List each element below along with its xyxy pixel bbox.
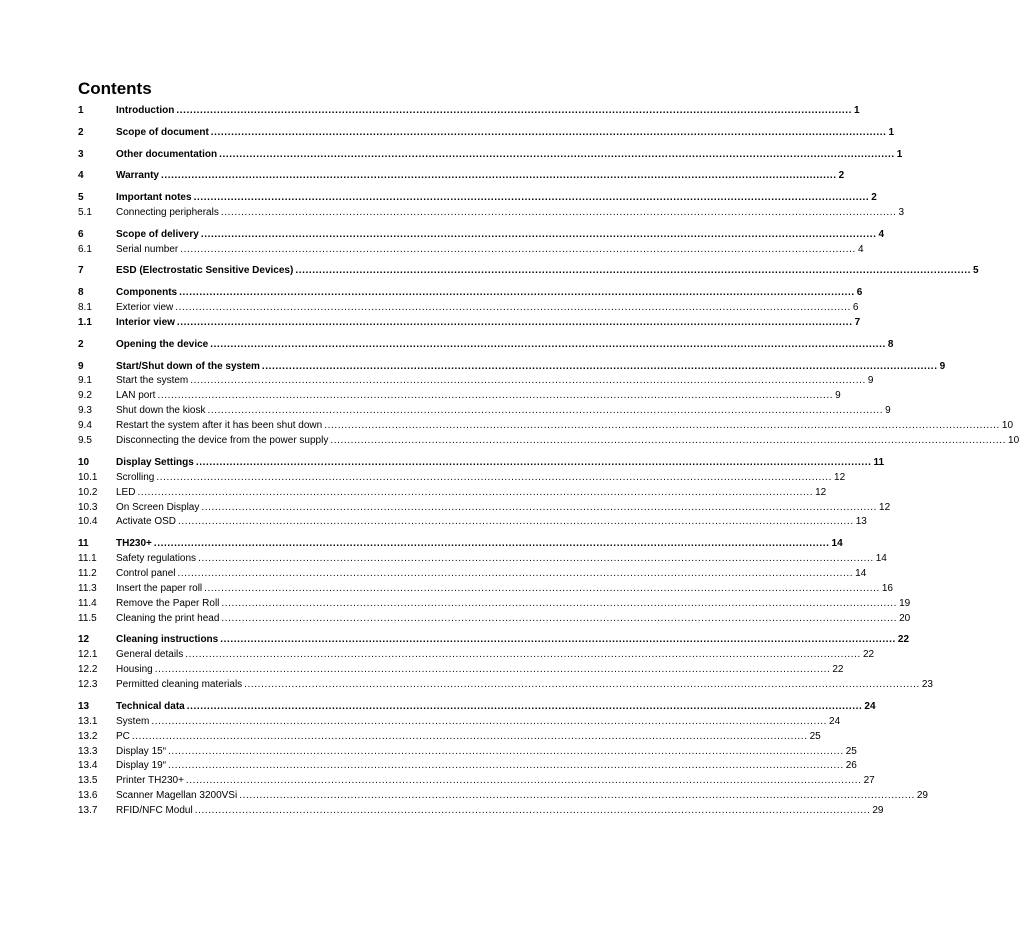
toc-entry[interactable]: [78, 648, 875, 663]
toc-entry[interactable]: [78, 264, 979, 279]
toc-leader-dots: ........................................................................................................................................................................................................: [220, 207, 897, 219]
toc-entry-page: 1: [854, 105, 860, 116]
toc-entry-page: 20: [899, 612, 911, 624]
toc-entry[interactable]: [78, 148, 903, 163]
toc-leader-dots: ........................................................................................................................................................................................................: [198, 553, 874, 565]
toc-entry-page: 14: [875, 553, 887, 565]
toc-entry[interactable]: [78, 567, 867, 582]
toc-leader-dots: ........................................................................................................................................................................................................: [295, 265, 971, 277]
toc-entry-number: 9: [78, 360, 84, 372]
toc-entry[interactable]: [78, 789, 928, 804]
toc-leader-dots: ........................................................................................................................................................................................................: [157, 390, 834, 402]
toc-entry[interactable]: [78, 191, 877, 206]
toc-entry-title: RFID/NFC Modul: [116, 805, 193, 817]
toc-entry-title: Exterior view: [116, 302, 174, 314]
toc-entry-title: LAN port: [116, 390, 156, 402]
toc-entry-page: 3: [898, 207, 905, 219]
toc-entry-number: 12: [78, 634, 90, 646]
toc-entry-number: 13.4: [78, 760, 98, 772]
toc-entry-page: 29: [872, 805, 884, 817]
toc-entry-page: 22: [897, 634, 910, 646]
toc-entry-number: 11.4: [78, 597, 97, 609]
toc-leader-dots: ........................................................................................................................................................................................................: [190, 375, 866, 387]
toc-entry-page: 9: [867, 375, 874, 387]
toc-entry-number: 13.1: [78, 715, 98, 727]
toc-entry-page: 16: [881, 582, 893, 594]
toc-entry-page: 9: [885, 405, 891, 417]
toc-entry-number: 11.3: [78, 582, 97, 594]
toc-entry[interactable]: [78, 169, 845, 184]
toc-entry-title: Start/Shut down of the system: [116, 360, 260, 372]
toc-leader-dots: ........................................................................................................................................................................................................: [168, 760, 844, 772]
toc-entry-page: 22: [832, 664, 844, 676]
toc-leader-dots: ........................................................................................................................................................................................................: [201, 501, 878, 513]
toc-entry-page: 4: [857, 243, 864, 255]
toc-entry[interactable]: [78, 456, 885, 471]
toc-entry-number: 5.1: [78, 207, 92, 219]
toc-entry-title: Opening the device: [116, 338, 209, 350]
toc-leader-dots: ........................................................................................................................................................................................................: [175, 302, 851, 314]
toc-entry-number: 10.3: [78, 501, 98, 513]
toc-entry[interactable]: [78, 104, 860, 119]
toc-entry-title: Connecting peripherals: [116, 207, 219, 219]
toc-entry-title: Scrolling: [116, 471, 155, 483]
toc-entry[interactable]: [78, 515, 867, 530]
toc-leader-dots: ........................................................................................................................................................................................................: [210, 338, 886, 350]
toc-entry[interactable]: [78, 804, 884, 819]
toc-entry-page: 12: [879, 501, 891, 513]
toc-entry[interactable]: [78, 419, 1014, 434]
toc-leader-dots: ........................................................................................................................................................................................................: [180, 243, 856, 255]
toc-leader-dots: ........................................................................................................................................................................................................: [193, 192, 870, 204]
toc-entry-page: 19: [899, 597, 911, 609]
toc-entry-number: 1.1: [78, 317, 92, 329]
toc-entry-title: Interior view: [116, 317, 175, 329]
toc-entry-title: ESD (Electrostatic Sensitive Devices): [116, 265, 294, 277]
toc-entry-page: 2: [871, 192, 877, 204]
toc-entry[interactable]: [78, 126, 895, 141]
toc-entry-number: 10.4: [78, 516, 98, 528]
toc-entry-number: 12.3: [78, 679, 98, 691]
toc-entry-page: 8: [887, 338, 894, 350]
toc-entry-title: TH230+: [116, 538, 152, 550]
toc-entry-page: 2: [838, 170, 845, 182]
toc-entry[interactable]: [78, 745, 857, 760]
toc-entry-title: General details: [116, 649, 184, 661]
toc-leader-dots: ........................................................................................................................................................................................................: [185, 649, 861, 661]
toc-leader-dots: ........................................................................................................................................................................................................: [221, 612, 898, 624]
toc-entry-page: 1: [888, 126, 895, 138]
toc-entry-title: Control panel: [116, 567, 176, 579]
toc-entry-number: 7: [78, 265, 84, 277]
toc-leader-dots: ........................................................................................................................................................................................................: [219, 148, 895, 160]
toc-entry-title: Important notes: [116, 192, 192, 204]
toc-entry-title: Insert the paper roll: [116, 582, 203, 594]
toc-leader-dots: ........................................................................................................................................................................................................: [177, 567, 854, 579]
toc-entry-page: 4: [878, 228, 885, 240]
toc-entry-title: Cleaning instructions: [116, 634, 219, 646]
toc-entry-title: Serial number: [116, 243, 179, 255]
toc-entry-number: 4: [78, 170, 84, 182]
toc-leader-dots: ........................................................................................................................................................................................................: [151, 715, 828, 727]
toc-entry[interactable]: [78, 663, 844, 678]
toc-leader-dots: ........................................................................................................................................................................................................: [195, 456, 872, 468]
toc-entry[interactable]: [78, 338, 894, 353]
toc-entry-title: Cleaning the print head: [116, 612, 220, 624]
toc-leader-dots: ........................................................................................................................................................................................................: [153, 538, 830, 550]
toc-entry-page: 29: [916, 790, 928, 802]
toc-entry-title: Scope of delivery: [116, 228, 199, 240]
toc-entry[interactable]: [78, 316, 861, 331]
toc-leader-dots: ........................................................................................................................................................................................................: [168, 745, 844, 757]
toc-entry-title: Warranty: [116, 170, 159, 182]
toc-entry-page: 5: [972, 265, 979, 277]
toc-entry[interactable]: [78, 715, 841, 730]
toc-leader-dots: ........................................................................................................................................................................................................: [185, 775, 862, 787]
toc-entry-title: Printer TH230+: [116, 775, 184, 787]
toc-entry-title: Start the system: [116, 375, 189, 387]
toc-entry-number: 8: [78, 287, 84, 299]
toc-entry[interactable]: [78, 759, 857, 774]
toc-leader-dots: ........................................................................................................................................................................................................: [137, 486, 814, 498]
toc-entry-title: Other documentation: [116, 148, 218, 160]
toc-leader-dots: ........................................................................................................................................................................................................: [154, 664, 831, 676]
toc-entry-number: 10.1: [78, 471, 98, 483]
toc-entry[interactable]: [78, 552, 887, 567]
toc-leader-dots: ........................................................................................................................................................................................................: [210, 126, 887, 138]
toc-entry[interactable]: [78, 700, 876, 715]
toc-entry-page: 1: [896, 148, 903, 160]
toc-entry-page: 22: [862, 649, 875, 661]
toc-entry-number: 12.2: [78, 664, 98, 676]
toc-leader-dots: ........................................................................................................................................................................................................: [204, 582, 880, 594]
toc-entry-number: 1: [78, 105, 84, 116]
toc-entry[interactable]: [78, 389, 841, 404]
toc-entry-page: 27: [863, 775, 875, 787]
toc-leader-dots: ........................................................................................................................................................................................................: [330, 435, 1007, 447]
toc-entry-title: On Screen Display: [116, 501, 200, 513]
toc-entry-number: 6.1: [78, 243, 92, 255]
toc-entry-title: Safety regulations: [116, 553, 197, 565]
toc-entry[interactable]: [78, 678, 933, 693]
toc-entry-number: 8.1: [78, 302, 92, 314]
toc-entry[interactable]: [78, 486, 827, 501]
toc-entry[interactable]: [78, 633, 910, 648]
toc-leader-dots: ........................................................................................................................................................................................................: [207, 405, 884, 417]
toc-entry-page: 14: [831, 538, 843, 550]
toc-entry[interactable]: [78, 360, 946, 375]
toc-entry-title: Activate OSD: [116, 516, 177, 528]
toc-leader-dots: ........................................................................................................................................................................................................: [261, 360, 938, 372]
toc-entry-number: 11: [78, 538, 89, 550]
toc-entry-number: 13.3: [78, 745, 98, 757]
toc-entry-title: Components: [116, 287, 178, 299]
toc-entry-number: 2: [78, 338, 84, 350]
toc-entry-number: 11.1: [78, 553, 97, 565]
toc-entry-number: 13.2: [78, 730, 98, 742]
toc-leader-dots: ........................................................................................................................................................................................................: [176, 105, 852, 116]
toc-leader-dots: ........................................................................................................................................................................................................: [194, 805, 871, 817]
toc-leader-dots: ........................................................................................................................................................................................................: [324, 420, 1000, 432]
toc-entry-page: 12: [834, 471, 846, 483]
page-title: Contents: [78, 79, 152, 98]
toc-entry-title: Disconnecting the device from the power supply: [116, 435, 329, 447]
toc-entry-number: 9.2: [78, 390, 92, 402]
toc-leader-dots: ........................................................................................................................................................................................................: [221, 597, 898, 609]
toc-entry[interactable]: [78, 286, 863, 301]
toc-entry-page: 9: [939, 360, 946, 372]
toc-entry-page: 10: [1008, 435, 1019, 447]
toc-entry-number: 5: [78, 192, 84, 204]
toc-entry-page: 26: [845, 760, 857, 772]
toc-entry[interactable]: [78, 243, 864, 258]
toc-leader-dots: ........................................................................................................................................................................................................: [186, 700, 863, 712]
toc-leader-dots: ........................................................................................................................................................................................................: [131, 730, 808, 742]
toc-entry-title: Introduction: [116, 105, 175, 116]
toc-entry[interactable]: [78, 582, 893, 597]
toc-entry-title: LED: [116, 486, 136, 498]
toc-entry-title: Display Settings: [116, 456, 194, 468]
toc-entry[interactable]: [78, 206, 905, 221]
toc-entry-number: 12.1: [78, 649, 98, 661]
toc-leader-dots: ........................................................................................................................................................................................................: [200, 228, 877, 240]
toc-entry-number: 9.5: [78, 435, 92, 447]
toc-entry[interactable]: [78, 612, 911, 627]
toc-entry-number: 6: [78, 228, 84, 240]
toc-entry-number: 10.2: [78, 486, 98, 498]
toc-entry[interactable]: [78, 597, 911, 612]
toc-leader-dots: ........................................................................................................................................................................................................: [239, 790, 915, 802]
toc-entry-page: 13: [855, 516, 867, 528]
toc-entry[interactable]: [78, 434, 1019, 449]
toc-entry[interactable]: [78, 501, 891, 516]
toc-entry-page: 11: [873, 456, 885, 468]
toc-entry-page: 24: [829, 715, 841, 727]
toc-entry-title: Remove the Paper Roll: [116, 597, 220, 609]
table-of-contents: [78, 104, 1019, 819]
toc-entry-number: 13.5: [78, 775, 98, 787]
toc-leader-dots: ........................................................................................................................................................................................................: [160, 170, 837, 182]
toc-entry-title: Shut down the kiosk: [116, 405, 206, 417]
toc-leader-dots: ........................................................................................................................................................................................................: [176, 317, 853, 329]
toc-entry-title: Display 19“: [116, 760, 167, 772]
toc-entry[interactable]: [78, 774, 875, 789]
toc-entry-page: 6: [852, 302, 859, 314]
toc-leader-dots: ........................................................................................................................................................................................................: [156, 471, 833, 483]
toc-entry-title: Restart the system after it has been shut down: [116, 420, 323, 432]
toc-entry-page: 7: [854, 317, 861, 329]
toc-entry-title: System: [116, 715, 150, 727]
toc-leader-dots: ........................................................................................................................................................................................................: [244, 679, 920, 691]
toc-entry[interactable]: [78, 374, 874, 389]
toc-entry-page: 24: [864, 700, 876, 712]
toc-entry[interactable]: [78, 537, 843, 552]
toc-leader-dots: ........................................................................................................................................................................................................: [179, 287, 855, 299]
toc-entry-title: Display 15“: [116, 745, 167, 757]
toc-entry-page: 23: [921, 679, 933, 691]
toc-entry-title: Scanner Magellan 3200VSi: [116, 790, 238, 802]
toc-entry[interactable]: [78, 471, 846, 486]
toc-entry[interactable]: [78, 228, 885, 243]
toc-entry-title: PC: [116, 730, 130, 742]
toc-entry-page: 6: [856, 287, 863, 299]
toc-entry-number: 10: [78, 456, 90, 468]
toc-entry-number: 13: [78, 700, 90, 712]
toc-entry-number: 9.3: [78, 405, 92, 417]
toc-entry-title: Scope of document: [116, 126, 209, 138]
toc-entry-number: 9.4: [78, 420, 92, 432]
toc-entry-page: 12: [815, 486, 827, 498]
toc-entry-number: 9.1: [78, 375, 92, 387]
toc-entry-page: 25: [809, 730, 821, 742]
toc-entry-number: 13.6: [78, 790, 98, 802]
toc-leader-dots: ........................................................................................................................................................................................................: [220, 634, 896, 646]
toc-entry[interactable]: [78, 730, 821, 745]
toc-entry-page: 25: [845, 745, 857, 757]
toc-entry-page: 9: [835, 390, 841, 402]
toc-entry-number: 11.2: [78, 567, 97, 579]
toc-entry-title: Housing: [116, 664, 153, 676]
toc-entry-number: 2: [78, 126, 84, 138]
toc-entry-title: Technical data: [116, 700, 185, 712]
toc-entry[interactable]: [78, 301, 859, 316]
toc-entry-page: 14: [855, 567, 867, 579]
toc-entry-number: 11.5: [78, 612, 97, 624]
toc-leader-dots: ........................................................................................................................................................................................................: [178, 516, 854, 528]
toc-entry[interactable]: [78, 404, 891, 419]
toc-entry-number: 3: [78, 148, 84, 160]
toc-entry-page: 10: [1001, 420, 1014, 432]
toc-entry-title: Permitted cleaning materials: [116, 679, 243, 691]
toc-entry-number: 13.7: [78, 805, 98, 817]
